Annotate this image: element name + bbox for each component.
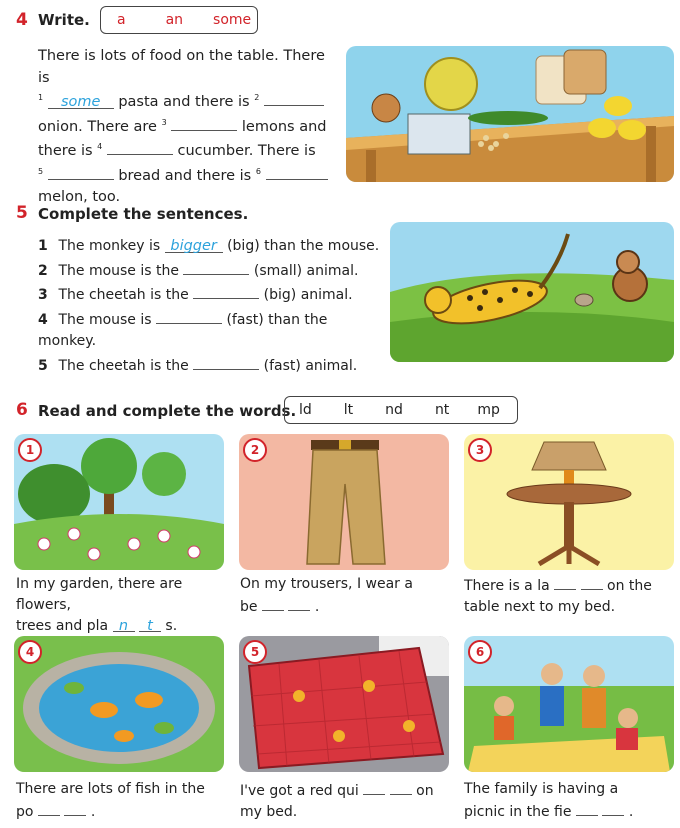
- answer-blank[interactable]: [183, 258, 249, 275]
- word-some: some: [213, 12, 252, 28]
- answer-blank[interactable]: t: [139, 616, 161, 632]
- sentence-item: 2 The mouse is the (small) animal.: [38, 258, 384, 283]
- answer-blank[interactable]: [156, 307, 222, 324]
- sentence-item: 3 The cheetah is the (big) animal.: [38, 282, 384, 307]
- answer-blank-5[interactable]: [48, 163, 114, 180]
- word-nd: nd: [385, 402, 403, 418]
- word-mp: mp: [477, 402, 500, 418]
- answer-blank[interactable]: bigger: [165, 236, 223, 253]
- answer-blank[interactable]: [554, 574, 576, 590]
- answer-blank-2[interactable]: [264, 89, 324, 106]
- exercise-4-number: 4: [16, 10, 28, 30]
- picture-number-1: 1: [18, 438, 42, 462]
- answer-blank[interactable]: [64, 800, 86, 816]
- word-lt: lt: [343, 402, 354, 418]
- ex4-line-2: $^1$ some pasta and there is $^2$: [38, 89, 338, 114]
- ex4-line-6: melon, too.: [38, 189, 121, 205]
- cheetah-race-image: [390, 222, 674, 362]
- caption-1: In my garden, there are flowers, trees and pla n t s.: [16, 576, 183, 634]
- picnic-picture: [464, 636, 674, 772]
- food-table-image: [346, 46, 674, 182]
- caption-3: There is a la on the table next to my bed.: [464, 574, 678, 618]
- exercise-6-title: Read and complete the words.: [38, 402, 297, 420]
- answer-blank[interactable]: [602, 800, 624, 816]
- answer-blank[interactable]: [288, 595, 310, 611]
- answer-blank-1[interactable]: some: [48, 92, 114, 109]
- picture-number-3: 3: [468, 438, 492, 462]
- word-ld: ld: [299, 402, 312, 418]
- word-a: a: [117, 12, 126, 28]
- caption-4: There are lots of fish in the po .: [16, 781, 205, 820]
- exercise-6-word-box: [284, 396, 518, 424]
- answer-blank[interactable]: [193, 282, 259, 299]
- sentence-item: 4 The mouse is (fast) than the monkey.: [38, 307, 384, 353]
- answer-blank[interactable]: [576, 800, 598, 816]
- lamp-picture: [464, 434, 674, 570]
- answer-blank[interactable]: [38, 800, 60, 816]
- sentence-item: 5 The cheetah is the (fast) animal.: [38, 353, 384, 378]
- picture-number-5: 5: [243, 640, 267, 664]
- exercise-6-number: 6: [16, 400, 28, 420]
- ex4-line-4: there is $^4$ cucumber. There is: [38, 138, 338, 163]
- answer-blank[interactable]: [581, 574, 603, 590]
- ex4-line-3: onion. There are $^3$ lemons and: [38, 114, 338, 139]
- word-an: an: [165, 12, 184, 28]
- exercise-5-number: 5: [16, 203, 28, 223]
- sentence-item: 1 The monkey is bigger (big) than the mouse.: [38, 238, 380, 254]
- answer-blank-3[interactable]: [171, 114, 237, 131]
- garden-picture: [14, 434, 224, 570]
- answer-blank-6[interactable]: [266, 163, 328, 180]
- answer-blank[interactable]: [363, 779, 385, 795]
- word-nt: nt: [434, 402, 450, 418]
- quilt-picture: [239, 636, 449, 772]
- answer-blank[interactable]: [390, 779, 412, 795]
- ex4-line-5: $^5$ bread and there is $^6$: [38, 163, 338, 188]
- answer-blank[interactable]: [193, 353, 259, 370]
- exercise-4-text: [38, 46, 338, 209]
- exercise-5-list: [38, 236, 384, 377]
- answer-blank-4[interactable]: [107, 138, 173, 155]
- exercise-5-title: Complete the sentences.: [38, 205, 249, 223]
- ex4-line-1: There is lots of food on the table. There is: [38, 48, 325, 86]
- picture-number-2: 2: [243, 438, 267, 462]
- exercise-4-word-box: [100, 6, 258, 34]
- exercise-4-title: Write.: [38, 11, 90, 29]
- caption-5: I've got a red qui on my bed.: [240, 779, 462, 823]
- pond-picture: [14, 636, 224, 772]
- picture-number-4: 4: [18, 640, 42, 664]
- caption-6: The family is having a picnic in the fie .: [464, 781, 634, 820]
- picture-number-6: 6: [468, 640, 492, 664]
- answer-blank[interactable]: n: [113, 616, 135, 632]
- answer-blank[interactable]: [262, 595, 284, 611]
- caption-2: On my trousers, I wear a be .: [240, 576, 413, 615]
- trousers-picture: [239, 434, 449, 570]
